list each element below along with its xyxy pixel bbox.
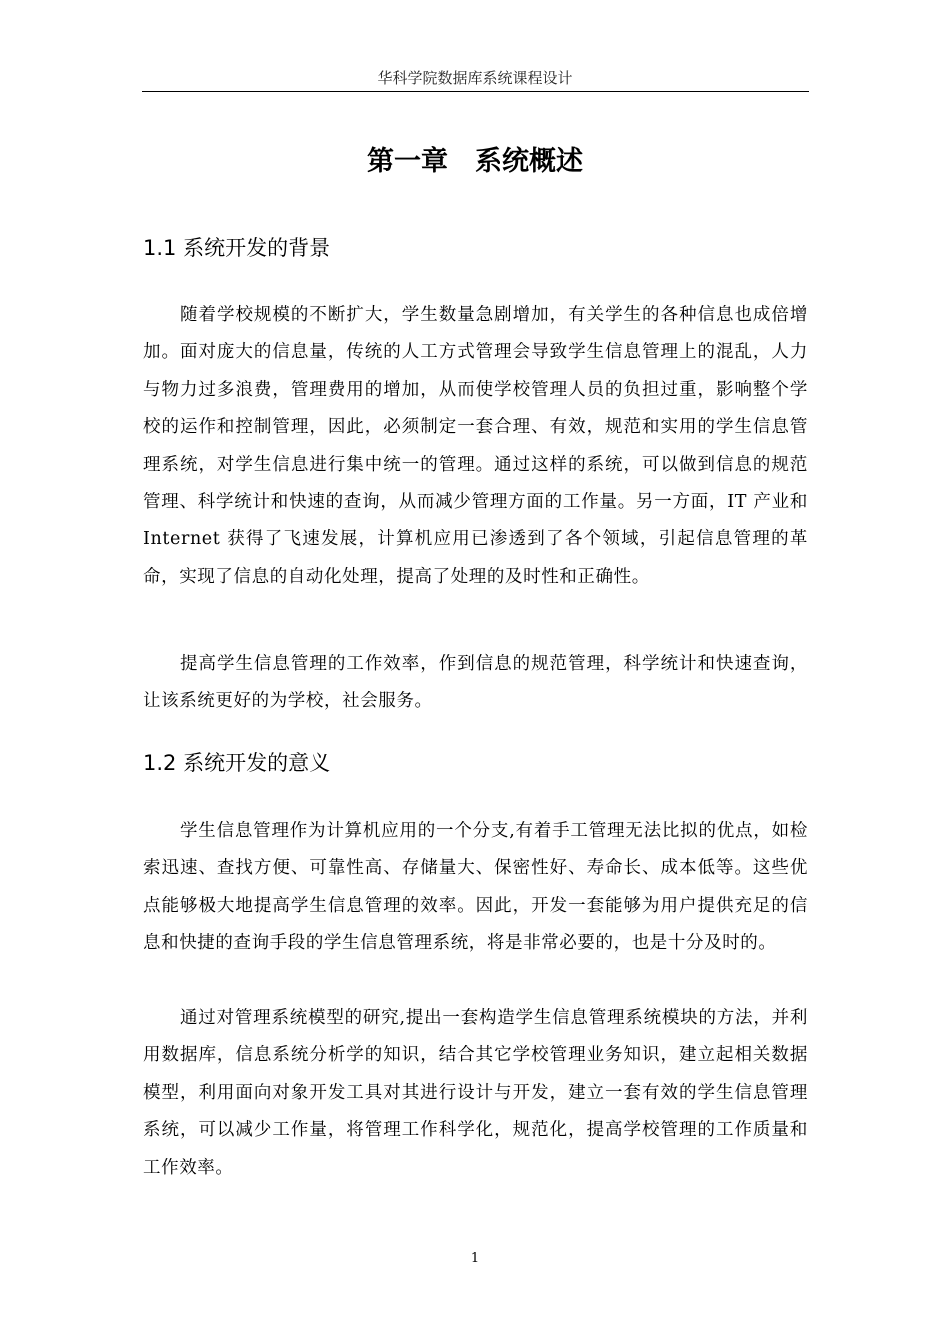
paragraph-background-1: 随着学校规模的不断扩大，学生数量急剧增加，有关学生的各种信息也成倍增加。面对庞大的信息量，传统的人工方式管理会导致学生信息管理上的混乱，人力与物力过多浪费，管理费用的增加，从而使学校管理人员的负担过重，影响整个学校的运作和控制管理，因此，必须制定一套合理、有效，规范和实用的学生信息管理系统，对学生信息进行集中统一的管理。通过这样的系统，可以做到信息的规范管理、科学统计和快速的查询，从而减少管理方面的工作量。另一方面，IT 产业和 Internet 获得了飞速发展，计算机应用已渗透到了各个领域，引起信息管理的革命，实现了信息的自动化处理，提高了处理的及时性和正确性。 xyxy=(143,305,808,587)
running-header: 华科学院数据库系统课程设计 xyxy=(377,69,573,87)
section-heading-1-1: 1.1 系统开发的背景 xyxy=(143,236,331,260)
header-rule xyxy=(142,91,809,92)
section-heading-1-2: 1.2 系统开发的意义 xyxy=(143,751,331,775)
paragraph-significance-1: 学生信息管理作为计算机应用的一个分支,有着手工管理无法比拟的优点，如检索迅速、查找方便、可靠性高、存储量大、保密性好、寿命长、成本低等。这些优点能够极大地提高学生信息管理的效率。因此，开发一套能够为用户提供充足的信息和快捷的查询手段的学生信息管理系统，将是非常必要的，也是十分及时的。 xyxy=(143,821,808,954)
paragraph-background-2: 提高学生信息管理的工作效率，作到信息的规范管理，科学统计和快速查询，让该系统更好的为学校，社会服务。 xyxy=(143,654,808,712)
page-number: 1 xyxy=(470,1251,480,1266)
chapter-title: 第一章 系统概述 xyxy=(367,146,583,177)
paragraph-significance-2: 通过对管理系统模型的研究,提出一套构造学生信息管理系统模块的方法，并利用数据库，信息系统分析学的知识，结合其它学校管理业务知识，建立起相关数据模型，利用面向对象开发工具对其进行设计与开发，建立一套有效的学生信息管理系统，可以减少工作量，将管理工作科学化，规范化，提高学校管理的工作质量和工作效率。 xyxy=(143,1008,808,1178)
